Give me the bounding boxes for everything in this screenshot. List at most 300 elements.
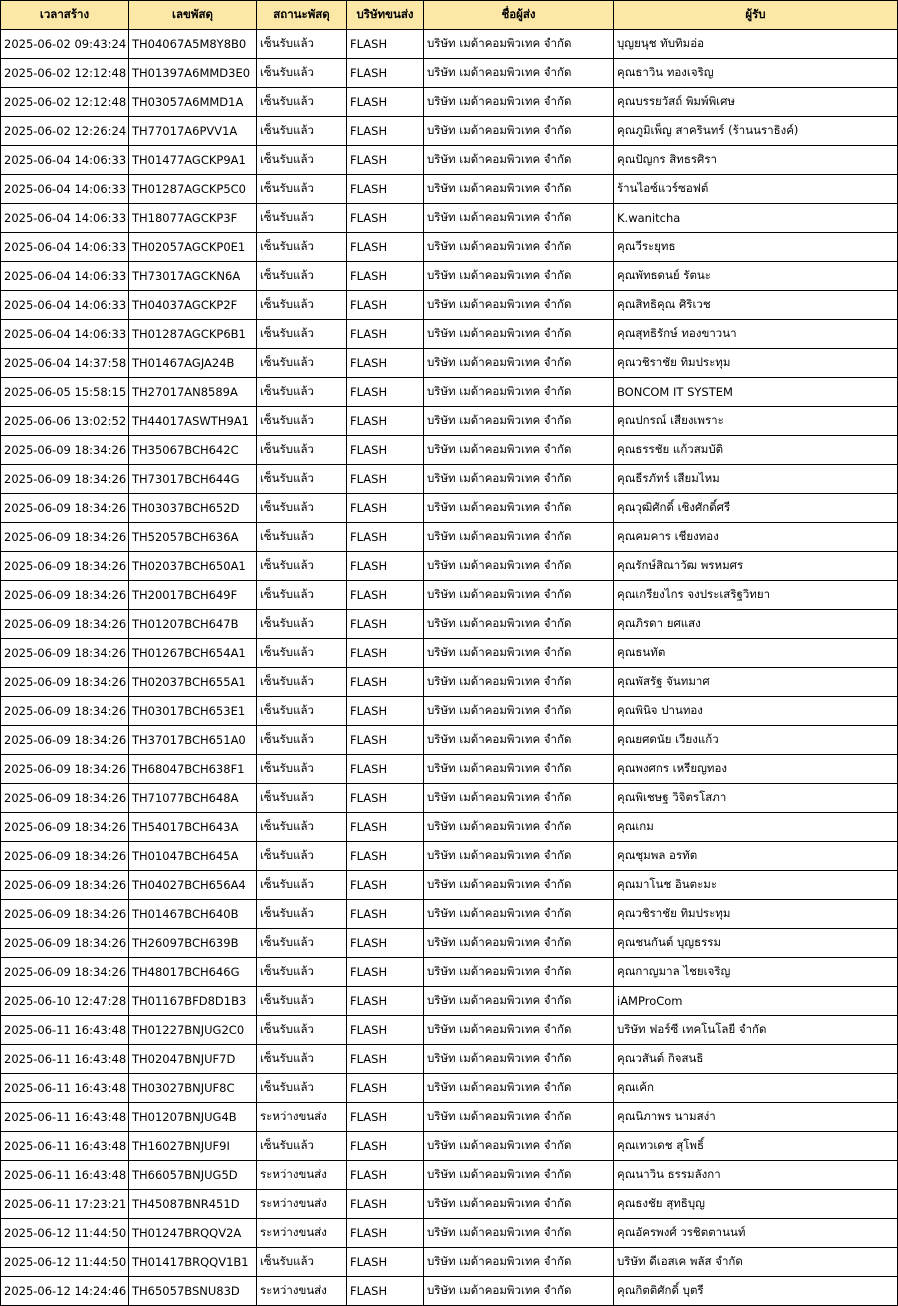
- tracking-number-cell[interactable]: TH03027BNJUF8C: [129, 1074, 257, 1103]
- tracking-number-cell[interactable]: TH35067BCH642C: [129, 436, 257, 465]
- status-cell[interactable]: เซ็นรับแล้ว: [257, 233, 347, 262]
- created-time-cell[interactable]: 2025-06-09 18:34:26: [1, 639, 129, 668]
- created-time-cell[interactable]: 2025-06-10 12:47:28: [1, 987, 129, 1016]
- created-time-cell[interactable]: 2025-06-09 18:34:26: [1, 697, 129, 726]
- recipient-cell[interactable]: คุณพินิจ ปานทอง: [614, 697, 898, 726]
- recipient-cell[interactable]: คุณยศดนัย เวียงแก้ว: [614, 726, 898, 755]
- courier-cell[interactable]: FLASH: [347, 320, 424, 349]
- courier-cell[interactable]: FLASH: [347, 639, 424, 668]
- tracking-number-cell[interactable]: TH02037BCH650A1: [129, 552, 257, 581]
- tracking-number-cell[interactable]: TH77017A6PVV1A: [129, 117, 257, 146]
- created-time-cell[interactable]: 2025-06-09 18:34:26: [1, 465, 129, 494]
- recipient-cell[interactable]: คุณวชิราชัย ทิมประทุม: [614, 349, 898, 378]
- created-time-cell[interactable]: 2025-06-11 16:43:48: [1, 1016, 129, 1045]
- created-time-cell[interactable]: 2025-06-05 15:58:15: [1, 378, 129, 407]
- tracking-number-cell[interactable]: TH26097BCH639B: [129, 929, 257, 958]
- header-tracking-number[interactable]: เลขพัสดุ: [129, 1, 257, 30]
- courier-cell[interactable]: FLASH: [347, 175, 424, 204]
- sender-cell[interactable]: บริษัท เมด้าคอมพิวเทค จำกัด: [424, 88, 614, 117]
- sender-cell[interactable]: บริษัท เมด้าคอมพิวเทค จำกัด: [424, 813, 614, 842]
- sender-cell[interactable]: บริษัท เมด้าคอมพิวเทค จำกัด: [424, 1161, 614, 1190]
- courier-cell[interactable]: FLASH: [347, 900, 424, 929]
- sender-cell[interactable]: บริษัท เมด้าคอมพิวเทค จำกัด: [424, 958, 614, 987]
- created-time-cell[interactable]: 2025-06-02 09:43:24: [1, 30, 129, 59]
- sender-cell[interactable]: บริษัท เมด้าคอมพิวเทค จำกัด: [424, 1277, 614, 1306]
- sender-cell[interactable]: บริษัท เมด้าคอมพิวเทค จำกัด: [424, 407, 614, 436]
- courier-cell[interactable]: FLASH: [347, 1132, 424, 1161]
- courier-cell[interactable]: FLASH: [347, 1190, 424, 1219]
- courier-cell[interactable]: FLASH: [347, 1045, 424, 1074]
- tracking-number-cell[interactable]: TH27017AN8589A: [129, 378, 257, 407]
- status-cell[interactable]: ระหว่างขนส่ง: [257, 1161, 347, 1190]
- sender-cell[interactable]: บริษัท เมด้าคอมพิวเทค จำกัด: [424, 1016, 614, 1045]
- created-time-cell[interactable]: 2025-06-04 14:06:33: [1, 320, 129, 349]
- created-time-cell[interactable]: 2025-06-02 12:12:48: [1, 88, 129, 117]
- tracking-number-cell[interactable]: TH01467AGJA24B: [129, 349, 257, 378]
- created-time-cell[interactable]: 2025-06-09 18:34:26: [1, 784, 129, 813]
- recipient-cell[interactable]: คุณนิภาพร นามสง่า: [614, 1103, 898, 1132]
- table-row: [1, 871, 898, 900]
- header-recipient[interactable]: ผู้รับ: [614, 1, 898, 30]
- table-row: [1, 117, 898, 146]
- table-row: [1, 1277, 898, 1306]
- status-cell[interactable]: เซ็นรับแล้ว: [257, 929, 347, 958]
- tracking-number-cell[interactable]: TH01167BFD8D1B3: [129, 987, 257, 1016]
- table-row: [1, 900, 898, 929]
- status-cell[interactable]: เซ็นรับแล้ว: [257, 407, 347, 436]
- tracking-number-cell[interactable]: TH18077AGCKP3F: [129, 204, 257, 233]
- created-time-cell[interactable]: 2025-06-12 14:24:46: [1, 1277, 129, 1306]
- sender-cell[interactable]: บริษัท เมด้าคอมพิวเทค จำกัด: [424, 59, 614, 88]
- status-cell[interactable]: เซ็นรับแล้ว: [257, 204, 347, 233]
- created-time-cell[interactable]: 2025-06-09 18:34:26: [1, 813, 129, 842]
- tracking-number-cell[interactable]: TH54017BCH643A: [129, 813, 257, 842]
- tracking-number-cell[interactable]: TH01047BCH645A: [129, 842, 257, 871]
- created-time-cell[interactable]: 2025-06-09 18:34:26: [1, 436, 129, 465]
- recipient-cell[interactable]: คุณธาวิน ทองเจริญ: [614, 59, 898, 88]
- recipient-cell[interactable]: คุณวชิราชัย ทิมประทุม: [614, 900, 898, 929]
- created-time-cell[interactable]: 2025-06-11 16:43:48: [1, 1132, 129, 1161]
- sender-cell[interactable]: บริษัท เมด้าคอมพิวเทค จำกัด: [424, 987, 614, 1016]
- created-time-cell[interactable]: 2025-06-02 12:12:48: [1, 59, 129, 88]
- recipient-cell[interactable]: คุณมาโนช อินตะมะ: [614, 871, 898, 900]
- created-time-cell[interactable]: 2025-06-11 16:43:48: [1, 1161, 129, 1190]
- tracking-number-cell[interactable]: TH71077BCH648A: [129, 784, 257, 813]
- recipient-cell[interactable]: คุณเทวเดช สุโพธิ์: [614, 1132, 898, 1161]
- tracking-number-cell[interactable]: TH04027BCH656A4: [129, 871, 257, 900]
- recipient-cell[interactable]: คุณพงศกร เหรียญทอง: [614, 755, 898, 784]
- tracking-number-cell[interactable]: TH04067A5M8Y8B0: [129, 30, 257, 59]
- courier-cell[interactable]: FLASH: [347, 610, 424, 639]
- created-time-cell[interactable]: 2025-06-06 13:02:52: [1, 407, 129, 436]
- tracking-number-cell[interactable]: TH01467BCH640B: [129, 900, 257, 929]
- tracking-number-cell[interactable]: TH01227BNJUG2C0: [129, 1016, 257, 1045]
- tracking-number-cell[interactable]: TH01247BRQQV2A: [129, 1219, 257, 1248]
- recipient-cell[interactable]: คุณวุฒิศักดิ์ เชิงศักดิ์ศรี: [614, 494, 898, 523]
- created-time-cell[interactable]: 2025-06-09 18:34:26: [1, 755, 129, 784]
- created-time-cell[interactable]: 2025-06-09 18:34:26: [1, 494, 129, 523]
- courier-cell[interactable]: FLASH: [347, 581, 424, 610]
- table-row: [1, 813, 898, 842]
- status-cell[interactable]: ระหว่างขนส่ง: [257, 1219, 347, 1248]
- tracking-number-cell[interactable]: TH52057BCH636A: [129, 523, 257, 552]
- courier-cell[interactable]: FLASH: [347, 146, 424, 175]
- sender-cell[interactable]: บริษัท เมด้าคอมพิวเทค จำกัด: [424, 378, 614, 407]
- recipient-cell[interactable]: K.wanitcha: [614, 204, 898, 233]
- recipient-cell[interactable]: ร้านไอซ์แวร์ซอฟต์: [614, 175, 898, 204]
- created-time-cell[interactable]: 2025-06-04 14:06:33: [1, 175, 129, 204]
- sender-cell[interactable]: บริษัท เมด้าคอมพิวเทค จำกัด: [424, 1045, 614, 1074]
- courier-cell[interactable]: FLASH: [347, 30, 424, 59]
- table-row: [1, 1132, 898, 1161]
- recipient-cell[interactable]: คุณเค้ก: [614, 1074, 898, 1103]
- created-time-cell[interactable]: 2025-06-09 18:34:26: [1, 871, 129, 900]
- table-row: [1, 320, 898, 349]
- table-row: [1, 639, 898, 668]
- status-cell[interactable]: ระหว่างขนส่ง: [257, 1103, 347, 1132]
- sender-cell[interactable]: บริษัท เมด้าคอมพิวเทค จำกัด: [424, 697, 614, 726]
- created-time-cell[interactable]: 2025-06-11 16:43:48: [1, 1045, 129, 1074]
- courier-cell[interactable]: FLASH: [347, 59, 424, 88]
- sender-cell[interactable]: บริษัท เมด้าคอมพิวเทค จำกัด: [424, 1248, 614, 1277]
- recipient-cell[interactable]: คุณพัทธดนย์ รัตนะ: [614, 262, 898, 291]
- recipient-cell[interactable]: คุณรักษ์สิณาวัฒ พรหมศร: [614, 552, 898, 581]
- courier-cell[interactable]: FLASH: [347, 262, 424, 291]
- sender-cell[interactable]: บริษัท เมด้าคอมพิวเทค จำกัด: [424, 146, 614, 175]
- courier-cell[interactable]: FLASH: [347, 1161, 424, 1190]
- tracking-number-cell[interactable]: TH01207BCH647B: [129, 610, 257, 639]
- created-time-cell[interactable]: 2025-06-02 12:26:24: [1, 117, 129, 146]
- header-parcel-status[interactable]: สถานะพัสดุ: [257, 1, 347, 30]
- status-cell[interactable]: เซ็นรับแล้ว: [257, 320, 347, 349]
- status-cell[interactable]: เซ็นรับแล้ว: [257, 117, 347, 146]
- created-time-cell[interactable]: 2025-06-04 14:06:33: [1, 204, 129, 233]
- status-cell[interactable]: เซ็นรับแล้ว: [257, 262, 347, 291]
- courier-cell[interactable]: FLASH: [347, 233, 424, 262]
- status-cell[interactable]: ระหว่างขนส่ง: [257, 1190, 347, 1219]
- status-cell[interactable]: เซ็นรับแล้ว: [257, 726, 347, 755]
- recipient-cell[interactable]: คุณพัสรัฐ จันทมาศ: [614, 668, 898, 697]
- tracking-number-cell[interactable]: TH01287AGCKP6B1: [129, 320, 257, 349]
- tracking-number-cell[interactable]: TH03057A6MMD1A: [129, 88, 257, 117]
- table-row: [1, 784, 898, 813]
- sender-cell[interactable]: บริษัท เมด้าคอมพิวเทค จำกัด: [424, 30, 614, 59]
- table-row: [1, 1016, 898, 1045]
- table-row: [1, 929, 898, 958]
- status-cell[interactable]: เซ็นรับแล้ว: [257, 436, 347, 465]
- recipient-cell[interactable]: คุณภิรดา ยศแสง: [614, 610, 898, 639]
- courier-cell[interactable]: FLASH: [347, 813, 424, 842]
- tracking-number-cell[interactable]: TH01397A6MMD3E0: [129, 59, 257, 88]
- table-row: [1, 349, 898, 378]
- tracking-number-cell[interactable]: TH48017BCH646G: [129, 958, 257, 987]
- table-row: [1, 523, 898, 552]
- created-time-cell[interactable]: 2025-06-04 14:06:33: [1, 291, 129, 320]
- sender-cell[interactable]: บริษัท เมด้าคอมพิวเทค จำกัด: [424, 494, 614, 523]
- created-time-cell[interactable]: 2025-06-11 16:43:48: [1, 1074, 129, 1103]
- recipient-cell[interactable]: คุณธีรภัทร์ เสียมไหม: [614, 465, 898, 494]
- courier-cell[interactable]: FLASH: [347, 726, 424, 755]
- recipient-cell[interactable]: BONCOM IT SYSTEM: [614, 378, 898, 407]
- table-row: [1, 494, 898, 523]
- recipient-cell[interactable]: คุณวีระยุทธ: [614, 233, 898, 262]
- status-cell[interactable]: เซ็นรับแล้ว: [257, 494, 347, 523]
- tracking-number-cell[interactable]: TH65057BSNU83D: [129, 1277, 257, 1306]
- sender-cell[interactable]: บริษัท เมด้าคอมพิวเทค จำกัด: [424, 929, 614, 958]
- created-time-cell[interactable]: 2025-06-09 18:34:26: [1, 581, 129, 610]
- tracking-number-cell[interactable]: TH20017BCH649F: [129, 581, 257, 610]
- courier-cell[interactable]: FLASH: [347, 668, 424, 697]
- courier-cell[interactable]: FLASH: [347, 871, 424, 900]
- created-time-cell[interactable]: 2025-06-12 11:44:50: [1, 1248, 129, 1277]
- tracking-number-cell[interactable]: TH68047BCH638F1: [129, 755, 257, 784]
- created-time-cell[interactable]: 2025-06-04 14:06:33: [1, 146, 129, 175]
- status-cell[interactable]: เซ็นรับแล้ว: [257, 581, 347, 610]
- created-time-cell[interactable]: 2025-06-11 16:43:48: [1, 1103, 129, 1132]
- status-cell[interactable]: เซ็นรับแล้ว: [257, 871, 347, 900]
- header-created-time[interactable]: เวลาสร้าง: [1, 1, 129, 30]
- recipient-cell[interactable]: คุณธนทัต: [614, 639, 898, 668]
- table-row: [1, 987, 898, 1016]
- tracking-number-cell[interactable]: TH04037AGCKP2F: [129, 291, 257, 320]
- sender-cell[interactable]: บริษัท เมด้าคอมพิวเทค จำกัด: [424, 842, 614, 871]
- status-cell[interactable]: เซ็นรับแล้ว: [257, 59, 347, 88]
- sender-cell[interactable]: บริษัท เมด้าคอมพิวเทค จำกัด: [424, 175, 614, 204]
- recipient-cell[interactable]: คุณบรรยวัสถ์ พิมพ์พิเศษ: [614, 88, 898, 117]
- sender-cell[interactable]: บริษัท เมด้าคอมพิวเทค จำกัด: [424, 1190, 614, 1219]
- table-row: [1, 1074, 898, 1103]
- tracking-number-cell[interactable]: TH01477AGCKP9A1: [129, 146, 257, 175]
- courier-cell[interactable]: FLASH: [347, 1219, 424, 1248]
- sender-cell[interactable]: บริษัท เมด้าคอมพิวเทค จำกัด: [424, 610, 614, 639]
- courier-cell[interactable]: FLASH: [347, 1016, 424, 1045]
- recipient-cell[interactable]: คุณนาวิน ธรรมลังกา: [614, 1161, 898, 1190]
- sender-cell[interactable]: บริษัท เมด้าคอมพิวเทค จำกัด: [424, 726, 614, 755]
- created-time-cell[interactable]: 2025-06-04 14:06:33: [1, 262, 129, 291]
- sender-cell[interactable]: บริษัท เมด้าคอมพิวเทค จำกัด: [424, 436, 614, 465]
- courier-cell[interactable]: FLASH: [347, 1074, 424, 1103]
- status-cell[interactable]: เซ็นรับแล้ว: [257, 378, 347, 407]
- status-cell[interactable]: เซ็นรับแล้ว: [257, 900, 347, 929]
- recipient-cell[interactable]: บริษัท ฟอร์ซี เทคโนโลยี จำกัด: [614, 1016, 898, 1045]
- sender-cell[interactable]: บริษัท เมด้าคอมพิวเทค จำกัด: [424, 204, 614, 233]
- status-cell[interactable]: เซ็นรับแล้ว: [257, 1016, 347, 1045]
- sender-cell[interactable]: บริษัท เมด้าคอมพิวเทค จำกัด: [424, 784, 614, 813]
- recipient-cell[interactable]: คุณธรรชัย แก้วสมบัติ: [614, 436, 898, 465]
- courier-cell[interactable]: FLASH: [347, 88, 424, 117]
- tracking-number-cell[interactable]: TH66057BNJUG5D: [129, 1161, 257, 1190]
- table-row: [1, 1103, 898, 1132]
- table-body: [1, 30, 898, 1306]
- recipient-cell[interactable]: คุณเกม: [614, 813, 898, 842]
- sender-cell[interactable]: บริษัท เมด้าคอมพิวเทค จำกัด: [424, 523, 614, 552]
- sender-cell[interactable]: บริษัท เมด้าคอมพิวเทค จำกัด: [424, 1074, 614, 1103]
- status-cell[interactable]: เซ็นรับแล้ว: [257, 1074, 347, 1103]
- status-cell[interactable]: เซ็นรับแล้ว: [257, 668, 347, 697]
- courier-cell[interactable]: FLASH: [347, 697, 424, 726]
- courier-cell[interactable]: FLASH: [347, 1277, 424, 1306]
- courier-cell[interactable]: FLASH: [347, 987, 424, 1016]
- courier-cell[interactable]: FLASH: [347, 349, 424, 378]
- sender-cell[interactable]: บริษัท เมด้าคอมพิวเทค จำกัด: [424, 552, 614, 581]
- tracking-number-cell[interactable]: TH03037BCH652D: [129, 494, 257, 523]
- courier-cell[interactable]: FLASH: [347, 1248, 424, 1277]
- recipient-cell[interactable]: คุณพิเชษฐ วิจิตรโสภา: [614, 784, 898, 813]
- status-cell[interactable]: เซ็นรับแล้ว: [257, 30, 347, 59]
- sender-cell[interactable]: บริษัท เมด้าคอมพิวเทค จำกัด: [424, 900, 614, 929]
- tracking-number-cell[interactable]: TH03017BCH653E1: [129, 697, 257, 726]
- recipient-cell[interactable]: คุณภูมิเพ็ญ สาครินทร์ (ร้านนราธิงค์): [614, 117, 898, 146]
- recipient-cell[interactable]: คุณเกรียงไกร จงประเสริฐวิทยา: [614, 581, 898, 610]
- status-cell[interactable]: เซ็นรับแล้ว: [257, 88, 347, 117]
- table-row: [1, 1190, 898, 1219]
- tracking-number-cell[interactable]: TH73017BCH644G: [129, 465, 257, 494]
- recipient-cell[interactable]: คุณชนกันต์ บุญธรรม: [614, 929, 898, 958]
- courier-cell[interactable]: FLASH: [347, 552, 424, 581]
- tracking-number-cell[interactable]: TH45087BNR451D: [129, 1190, 257, 1219]
- tracking-number-cell[interactable]: TH01207BNJUG4B: [129, 1103, 257, 1132]
- courier-cell[interactable]: FLASH: [347, 523, 424, 552]
- sender-cell[interactable]: บริษัท เมด้าคอมพิวเทค จำกัด: [424, 1219, 614, 1248]
- sender-cell[interactable]: บริษัท เมด้าคอมพิวเทค จำกัด: [424, 320, 614, 349]
- created-time-cell[interactable]: 2025-06-09 18:34:26: [1, 900, 129, 929]
- recipient-cell[interactable]: คุณสุทธิรักษ์ ทองขาวนา: [614, 320, 898, 349]
- recipient-cell[interactable]: คุณปกรณ์ เสียงเพราะ: [614, 407, 898, 436]
- recipient-cell[interactable]: คุณกาญมาล ไชยเจริญ: [614, 958, 898, 987]
- sender-cell[interactable]: บริษัท เมด้าคอมพิวเทค จำกัด: [424, 349, 614, 378]
- header-courier[interactable]: บริษัทขนส่ง: [347, 1, 424, 30]
- status-cell[interactable]: เซ็นรับแล้ว: [257, 813, 347, 842]
- sender-cell[interactable]: บริษัท เมด้าคอมพิวเทค จำกัด: [424, 639, 614, 668]
- status-cell[interactable]: เซ็นรับแล้ว: [257, 610, 347, 639]
- table-row: [1, 581, 898, 610]
- status-cell[interactable]: เซ็นรับแล้ว: [257, 175, 347, 204]
- tracking-number-cell[interactable]: TH01267BCH654A1: [129, 639, 257, 668]
- courier-cell[interactable]: FLASH: [347, 291, 424, 320]
- courier-cell[interactable]: FLASH: [347, 755, 424, 784]
- recipient-cell[interactable]: คุณอัครพงศ์ วรชิตตานนท์: [614, 1219, 898, 1248]
- sender-cell[interactable]: บริษัท เมด้าคอมพิวเทค จำกัด: [424, 581, 614, 610]
- status-cell[interactable]: เซ็นรับแล้ว: [257, 958, 347, 987]
- status-cell[interactable]: เซ็นรับแล้ว: [257, 146, 347, 175]
- recipient-cell[interactable]: คุณปัญกร สิทธรศิรา: [614, 146, 898, 175]
- courier-cell[interactable]: FLASH: [347, 958, 424, 987]
- table-row: [1, 668, 898, 697]
- recipient-cell[interactable]: บริษัท ดีเอสเค พลัส จำกัด: [614, 1248, 898, 1277]
- courier-cell[interactable]: FLASH: [347, 784, 424, 813]
- courier-cell[interactable]: FLASH: [347, 117, 424, 146]
- courier-cell[interactable]: FLASH: [347, 1103, 424, 1132]
- courier-cell[interactable]: FLASH: [347, 378, 424, 407]
- courier-cell[interactable]: FLASH: [347, 407, 424, 436]
- status-cell[interactable]: เซ็นรับแล้ว: [257, 552, 347, 581]
- sender-cell[interactable]: บริษัท เมด้าคอมพิวเทค จำกัด: [424, 262, 614, 291]
- status-cell[interactable]: เซ็นรับแล้ว: [257, 755, 347, 784]
- courier-cell[interactable]: FLASH: [347, 204, 424, 233]
- status-cell[interactable]: เซ็นรับแล้ว: [257, 987, 347, 1016]
- table-row: [1, 146, 898, 175]
- recipient-cell[interactable]: คุณคมคาร เชียงทอง: [614, 523, 898, 552]
- recipient-cell[interactable]: คุณสิทธิคุณ ศิริเวช: [614, 291, 898, 320]
- recipient-cell[interactable]: คุณธงชัย สุทธิบุญ: [614, 1190, 898, 1219]
- table-row: [1, 88, 898, 117]
- status-cell[interactable]: เซ็นรับแล้ว: [257, 291, 347, 320]
- created-time-cell[interactable]: 2025-06-09 18:34:26: [1, 842, 129, 871]
- created-time-cell[interactable]: 2025-06-12 11:44:50: [1, 1219, 129, 1248]
- recipient-cell[interactable]: คุณชุมพล อรทัต: [614, 842, 898, 871]
- table-row: [1, 59, 898, 88]
- table-row: [1, 552, 898, 581]
- status-cell[interactable]: เซ็นรับแล้ว: [257, 842, 347, 871]
- table-row: [1, 610, 898, 639]
- created-time-cell[interactable]: 2025-06-09 18:34:26: [1, 929, 129, 958]
- table-row: [1, 378, 898, 407]
- created-time-cell[interactable]: 2025-06-09 18:34:26: [1, 958, 129, 987]
- sender-cell[interactable]: บริษัท เมด้าคอมพิวเทค จำกัด: [424, 117, 614, 146]
- courier-cell[interactable]: FLASH: [347, 465, 424, 494]
- tracking-number-cell[interactable]: TH37017BCH651A0: [129, 726, 257, 755]
- sender-cell[interactable]: บริษัท เมด้าคอมพิวเทค จำกัด: [424, 291, 614, 320]
- table-row: [1, 726, 898, 755]
- created-time-cell[interactable]: 2025-06-09 18:34:26: [1, 726, 129, 755]
- tracking-number-cell[interactable]: TH01417BRQQV1B1: [129, 1248, 257, 1277]
- courier-cell[interactable]: FLASH: [347, 929, 424, 958]
- sender-cell[interactable]: บริษัท เมด้าคอมพิวเทค จำกัด: [424, 871, 614, 900]
- tracking-number-cell[interactable]: TH73017AGCKN6A: [129, 262, 257, 291]
- sender-cell[interactable]: บริษัท เมด้าคอมพิวเทค จำกัด: [424, 233, 614, 262]
- sender-cell[interactable]: บริษัท เมด้าคอมพิวเทค จำกัด: [424, 1103, 614, 1132]
- status-cell[interactable]: เซ็นรับแล้ว: [257, 1045, 347, 1074]
- created-time-cell[interactable]: 2025-06-04 14:37:58: [1, 349, 129, 378]
- tracking-number-cell[interactable]: TH02037BCH655A1: [129, 668, 257, 697]
- status-cell[interactable]: เซ็นรับแล้ว: [257, 1248, 347, 1277]
- status-cell[interactable]: เซ็นรับแล้ว: [257, 349, 347, 378]
- recipient-cell[interactable]: iAMProCom: [614, 987, 898, 1016]
- header-sender-name[interactable]: ชื่อผู้ส่ง: [424, 1, 614, 30]
- courier-cell[interactable]: FLASH: [347, 436, 424, 465]
- status-cell[interactable]: เซ็นรับแล้ว: [257, 784, 347, 813]
- recipient-cell[interactable]: คุณวสันต์ กิจสนธิ: [614, 1045, 898, 1074]
- courier-cell[interactable]: FLASH: [347, 494, 424, 523]
- created-time-cell[interactable]: 2025-06-09 18:34:26: [1, 523, 129, 552]
- created-time-cell[interactable]: 2025-06-09 18:34:26: [1, 668, 129, 697]
- tracking-number-cell[interactable]: TH02057AGCKP0E1: [129, 233, 257, 262]
- status-cell[interactable]: เซ็นรับแล้ว: [257, 639, 347, 668]
- status-cell[interactable]: ระหว่างขนส่ง: [257, 1277, 347, 1306]
- table-row: [1, 842, 898, 871]
- status-cell[interactable]: เซ็นรับแล้ว: [257, 697, 347, 726]
- created-time-cell[interactable]: 2025-06-04 14:06:33: [1, 233, 129, 262]
- tracking-number-cell[interactable]: TH44017ASWTH9A1: [129, 407, 257, 436]
- status-cell[interactable]: เซ็นรับแล้ว: [257, 523, 347, 552]
- courier-cell[interactable]: FLASH: [347, 842, 424, 871]
- tracking-number-cell[interactable]: TH01287AGCKP5C0: [129, 175, 257, 204]
- sender-cell[interactable]: บริษัท เมด้าคอมพิวเทค จำกัด: [424, 755, 614, 784]
- created-time-cell[interactable]: 2025-06-09 18:34:26: [1, 552, 129, 581]
- tracking-number-cell[interactable]: TH02047BNJUF7D: [129, 1045, 257, 1074]
- status-cell[interactable]: เซ็นรับแล้ว: [257, 465, 347, 494]
- created-time-cell[interactable]: 2025-06-09 18:34:26: [1, 610, 129, 639]
- recipient-cell[interactable]: บุญยนุช ทับทิมอ่อ: [614, 30, 898, 59]
- sender-cell[interactable]: บริษัท เมด้าคอมพิวเทค จำกัด: [424, 1132, 614, 1161]
- table-row: [1, 407, 898, 436]
- status-cell[interactable]: เซ็นรับแล้ว: [257, 1132, 347, 1161]
- sender-cell[interactable]: บริษัท เมด้าคอมพิวเทค จำกัด: [424, 465, 614, 494]
- sender-cell[interactable]: บริษัท เมด้าคอมพิวเทค จำกัด: [424, 668, 614, 697]
- recipient-cell[interactable]: คุณกิตติศักดิ์ บุตรี: [614, 1277, 898, 1306]
- created-time-cell[interactable]: 2025-06-11 17:23:21: [1, 1190, 129, 1219]
- tracking-number-cell[interactable]: TH16027BNJUF9I: [129, 1132, 257, 1161]
